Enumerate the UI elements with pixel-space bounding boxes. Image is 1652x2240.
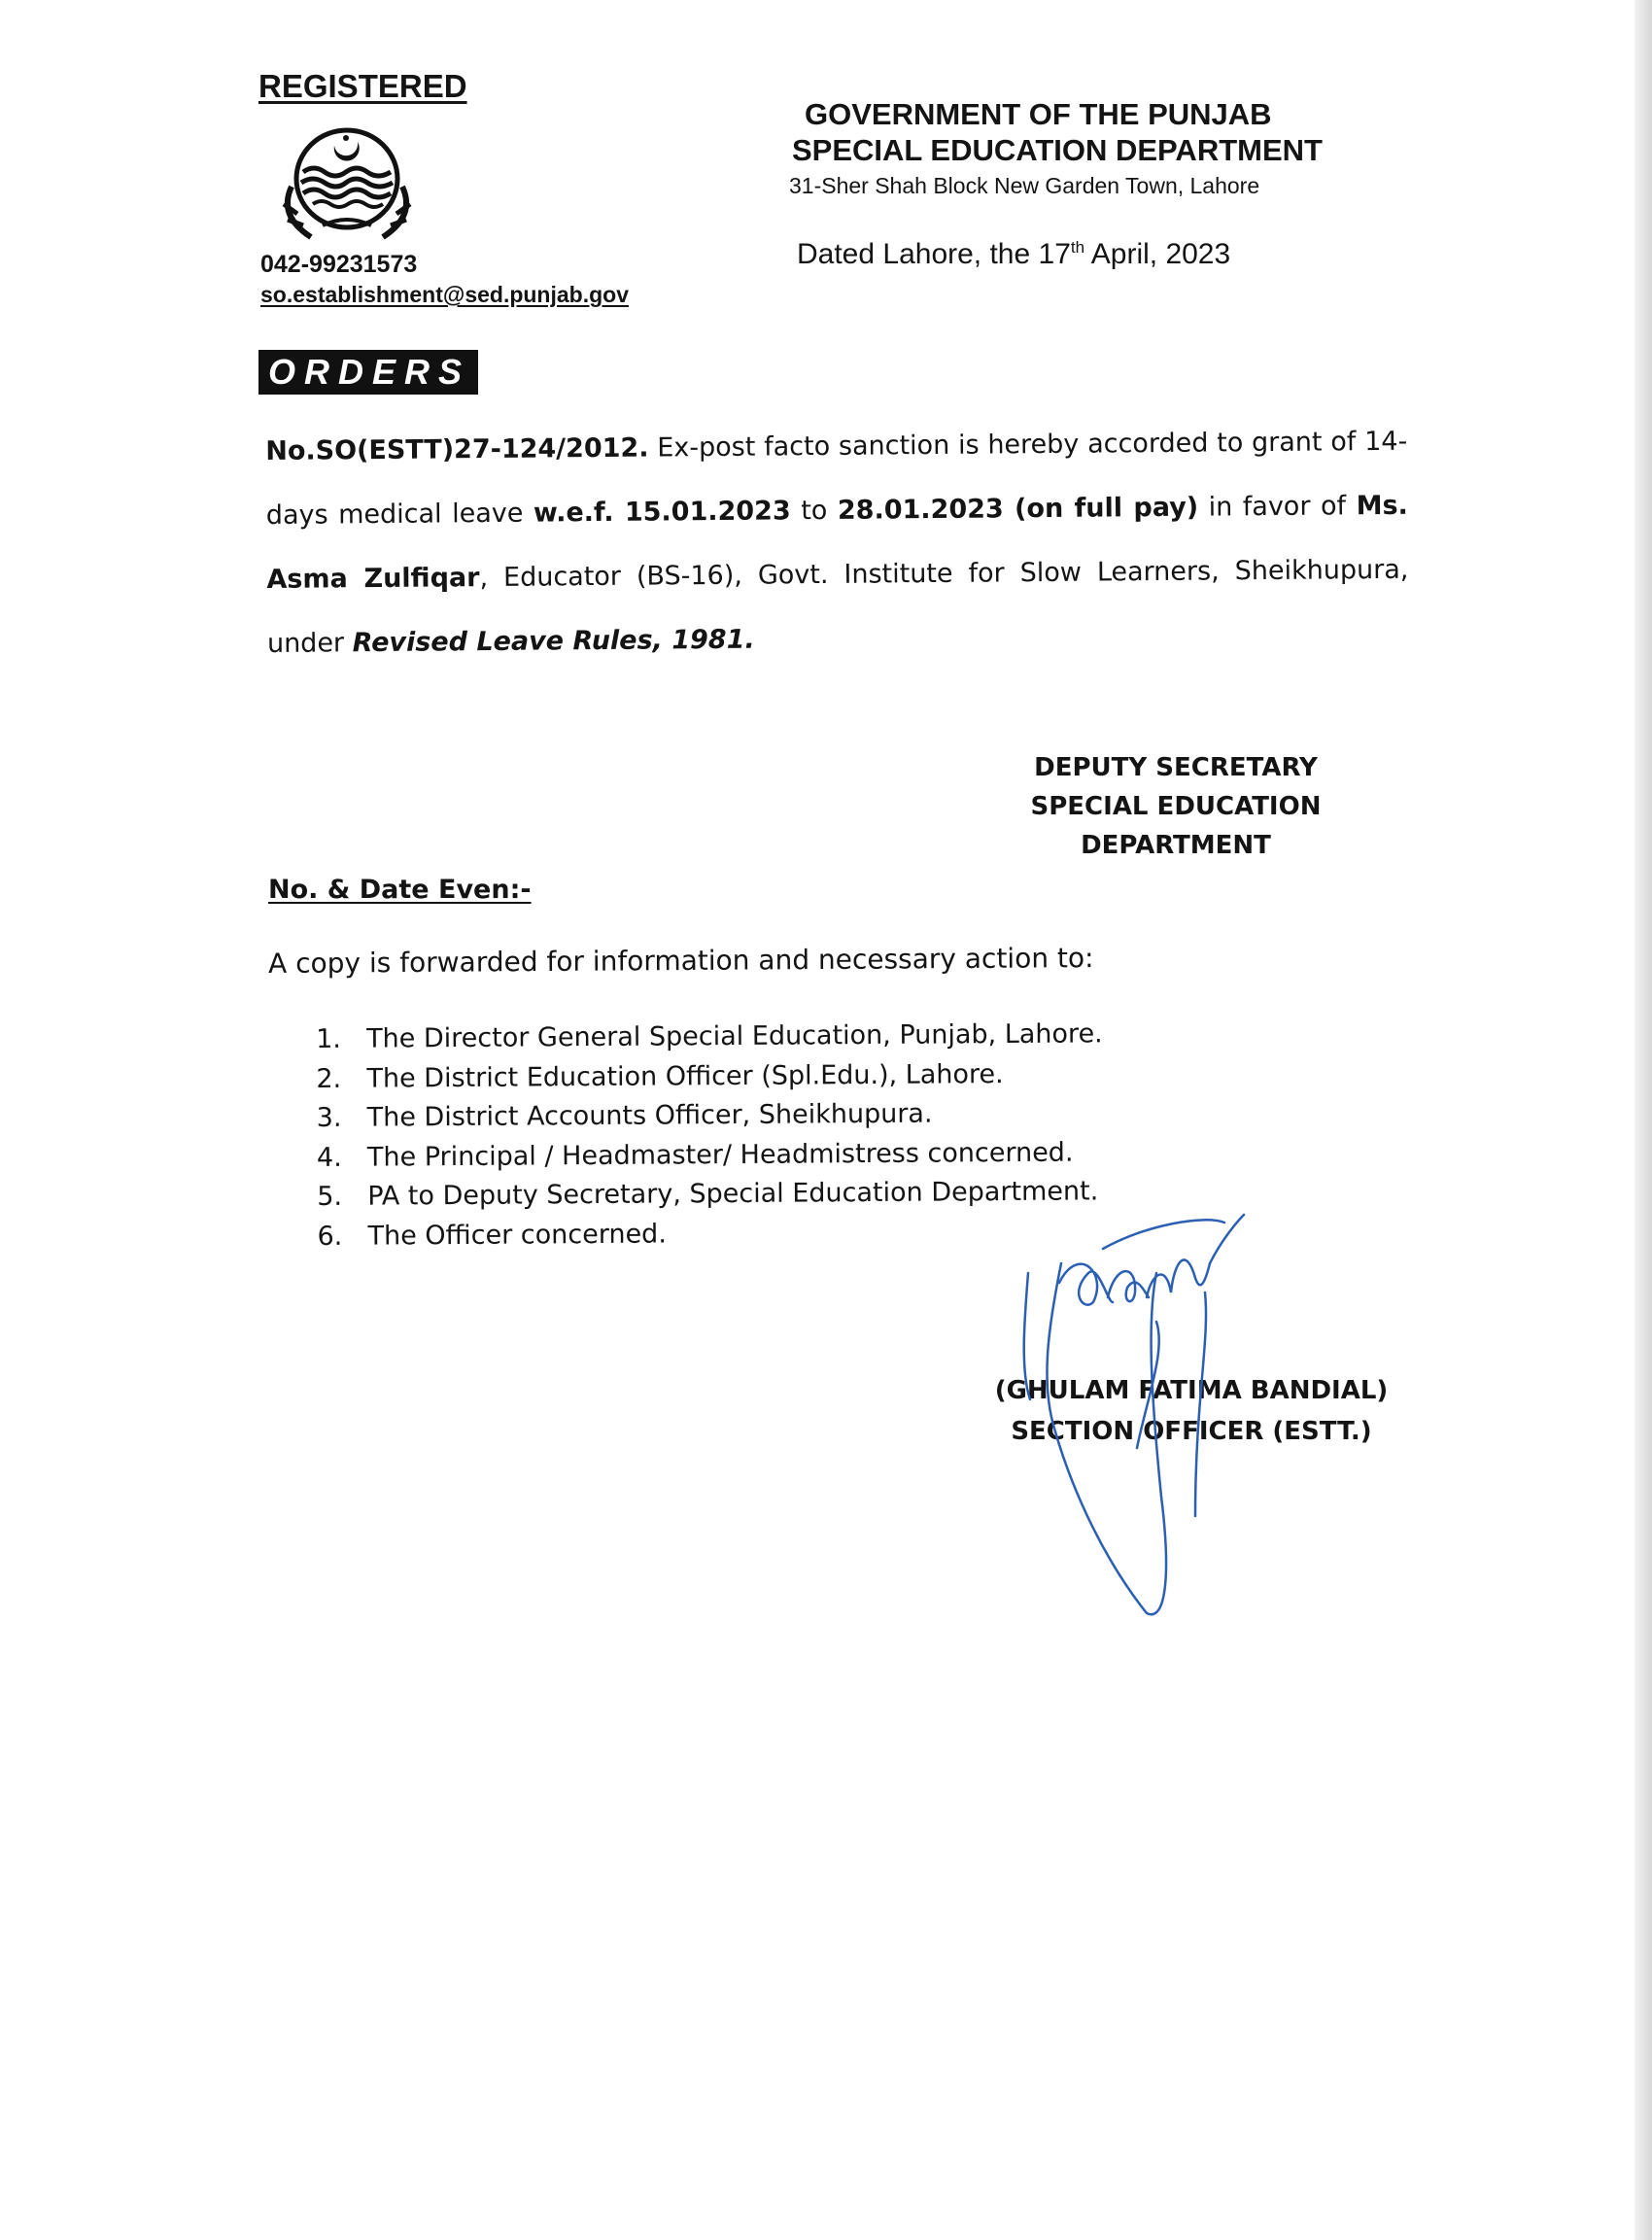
signatory-line-2: SPECIAL EDUCATION [1030, 792, 1322, 821]
list-number: 3. [316, 1102, 342, 1133]
list-item [316, 1054, 1103, 1099]
list-item [317, 1212, 1104, 1257]
list-text: The Officer concerned. [367, 1218, 667, 1252]
handwritten-signature [1001, 1205, 1312, 1633]
list-text: The Principal / Headmaster/ Headmistress concerned. [366, 1137, 1074, 1173]
dated-line [797, 238, 1230, 271]
phone-number: 042-99231573 [260, 251, 418, 278]
list-number: 2. [316, 1063, 342, 1094]
forward-text: A copy is forwarded for information and necessary action to: [268, 942, 1094, 980]
list-item [317, 1133, 1104, 1178]
order-paragraph [265, 410, 1409, 676]
list-number: 6. [317, 1221, 343, 1252]
officer-name: (GHULAM FATIMA BANDIAL) [994, 1376, 1389, 1405]
order-text-2: in favor of [1197, 491, 1357, 523]
dated-suffix: April, 2023 [1084, 238, 1231, 270]
page-edge-shadow [1635, 0, 1652, 2240]
email-address: so.establishment@sed.punjab.gov [260, 282, 629, 307]
orders-heading: ORDERS [258, 350, 478, 395]
officer-title: SECTION OFFICER (ESTT.) [1011, 1417, 1372, 1446]
dated-prefix: Dated Lahore, the 17 [797, 238, 1071, 270]
order-text-3: , Educator (BS-16), Govt. Institute for Slow Learners, Sheikhupura, under [266, 554, 1409, 659]
list-text: PA to Deputy Secretary, Special Education Department. [367, 1176, 1099, 1212]
list-number: 5. [317, 1181, 343, 1212]
list-item [317, 1172, 1104, 1217]
order-end-date: 28.01.2023 (on full pay) [837, 492, 1199, 526]
leave-rules: Revised Leave Rules, 1981. [352, 624, 755, 659]
list-text: The Director General Special Education, Punjab, Lahore. [366, 1018, 1103, 1054]
punjab-government-emblem [264, 119, 430, 245]
registered-label: REGISTERED [258, 68, 467, 104]
list-item [317, 1093, 1104, 1138]
list-text: The District Accounts Officer, Sheikhupura. [366, 1098, 933, 1133]
signatory-line-1: DEPUTY SECRETARY [1034, 753, 1318, 782]
list-number: 1. [316, 1023, 342, 1054]
copy-to-list [316, 1015, 1104, 1257]
dated-superscript: th [1070, 238, 1085, 257]
date-even-label: No. & Date Even:- [268, 875, 532, 905]
order-text-1: Ex-post facto sanction is hereby accorded to grant of 14-days medical leave [265, 426, 1408, 531]
government-title: GOVERNMENT OF THE PUNJAB [805, 97, 1272, 131]
list-item [316, 1015, 1103, 1059]
department-title: SPECIAL EDUCATION DEPARTMENT [792, 133, 1323, 167]
signatory-line-3: DEPARTMENT [1081, 831, 1271, 860]
department-address: 31-Sher Shah Block New Garden Town, Lahore [789, 173, 1260, 198]
order-to: to [790, 495, 839, 527]
deputy-secretary-block [1011, 748, 1341, 865]
list-number: 4. [316, 1142, 342, 1173]
order-number: No.SO(ESTT)27-124/2012. [265, 432, 649, 466]
order-wef-date: w.e.f. 15.01.2023 [533, 496, 791, 529]
employee-name: Ms. Asma Zulfiqar [266, 490, 1408, 595]
list-text: The District Education Officer (Spl.Edu.), Lahore. [366, 1058, 1004, 1094]
